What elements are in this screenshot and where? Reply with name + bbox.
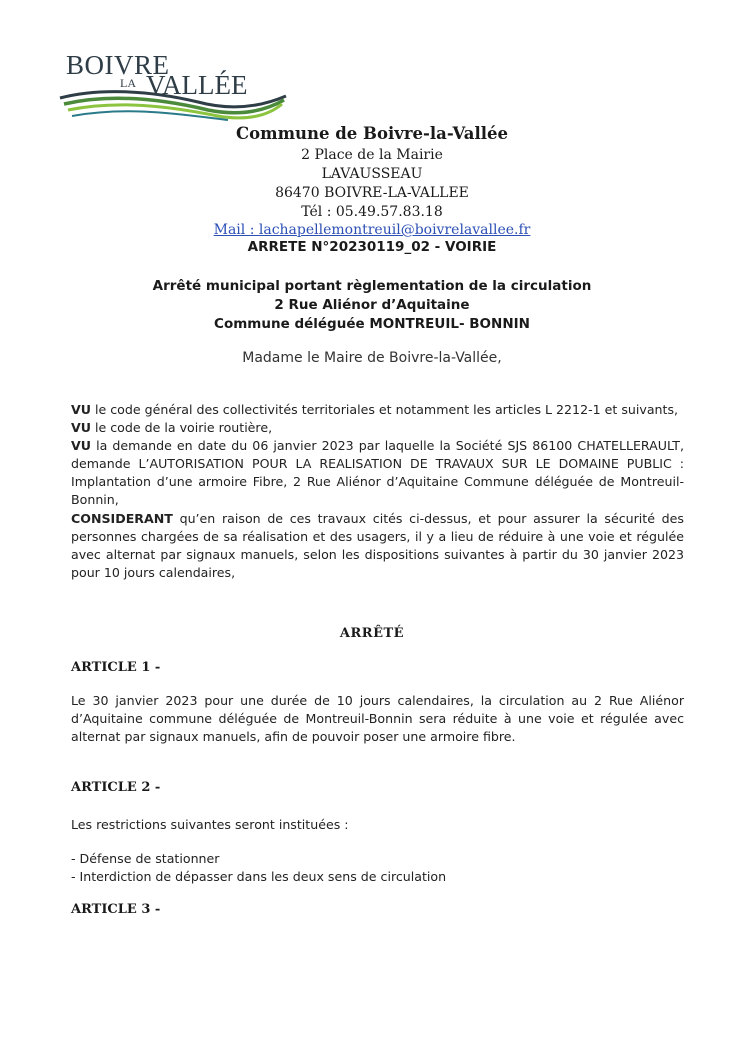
list-item: - Interdiction de dépasser dans les deux sens de circulation xyxy=(71,869,447,885)
phone-line: Tél : 05.49.57.83.18 xyxy=(301,204,443,220)
commune-title: Commune de Boivre-la-Vallée xyxy=(235,124,509,143)
article-3-heading: ARTICLE 3 - xyxy=(71,902,161,917)
maire-salutation: Madame le Maire de Boivre-la-Vallée, xyxy=(242,350,502,366)
considerations-block xyxy=(71,401,684,582)
address-line: LAVAUSSEAU xyxy=(321,166,423,182)
mail-link[interactable]: Mail : lachapellemontreuil@boivrelavallee.fr xyxy=(213,222,531,238)
consideration-text: la demande en date du 06 janvier 2023 par laquelle la Société SJS 86100 CHATELLERAULT, demande L’AUTORISATION POUR LA REALISATION DE TRAVAUX SUR LE DOMAINE PUBLIC : Implantation d’une armoire Fibre, 2 Rue Aliénor d’Aquitaine Commune déléguée de Montreuil-Bonnin, xyxy=(71,438,684,508)
consideration-text: le code général des collectivités territoriales et notamment les articles L 2212-1 et suivants, xyxy=(90,402,679,417)
subject-line: 2 Rue Aliénor d’Aquitaine xyxy=(274,297,470,313)
consideration-paragraph xyxy=(71,419,684,437)
consideration-keyword: VU xyxy=(71,402,91,417)
article-2-intro: Les restrictions suivantes seront instituées : xyxy=(71,817,349,832)
logo-word-boivre: BOIVRE xyxy=(66,50,170,80)
logo-word-vallee: VALLÉE xyxy=(146,70,248,100)
arrete-title: ARRÊTÉ xyxy=(339,626,405,641)
consideration-keyword: VU xyxy=(71,420,91,436)
address-line: 2 Place de la Mairie xyxy=(301,147,443,163)
subject-line: Commune déléguée MONTREUIL- BONNIN xyxy=(214,316,530,332)
logo-swoosh-icon xyxy=(58,86,288,126)
address-line: 86470 BOIVRE-LA-VALLEE xyxy=(275,185,469,201)
arrete-number: ARRETE N°20230119_02 - VOIRIE xyxy=(247,239,497,255)
list-item: - Défense de stationner xyxy=(71,851,220,866)
article-1-text: Le 30 janvier 2023 pour une durée de 10 jours calendaires, la circulation au 2 Rue Aliénor d’Aquitaine commune déléguée de Montreuil-Bonnin sera réduite à une voie et régulée avec alternat par signaux manuels, afin de pouvoir poser une armoire fibre. xyxy=(71,693,684,745)
boivre-la-vallee-logo xyxy=(58,46,288,126)
consideration-paragraph xyxy=(71,437,684,509)
consideration-keyword: VU xyxy=(71,438,91,454)
article-1-heading: ARTICLE 1 - xyxy=(71,660,161,675)
consideration-paragraph xyxy=(71,401,684,419)
logo-word-la: LA xyxy=(120,76,136,90)
consideration-text: qu’en raison de ces travaux cités ci-dessus, et pour assurer la sécurité des personnes chargées de sa réalisation et des usagers, il y a lieu de réduire à une voie et régulée avec alternat par signaux manuels, selon les dispositions suivantes à partir du 30 janvier 2023 pour 10 jours calendaires, xyxy=(71,510,684,580)
subject-line: Arrêté municipal portant règlementation de la circulation xyxy=(152,278,592,294)
article-2-heading: ARTICLE 2 - xyxy=(71,780,161,795)
consideration-keyword: CONSIDERANT xyxy=(71,510,173,526)
article-2-list xyxy=(71,850,684,886)
consideration-text: le code de la voirie routière, xyxy=(90,420,273,436)
consideration-paragraph xyxy=(71,510,684,582)
